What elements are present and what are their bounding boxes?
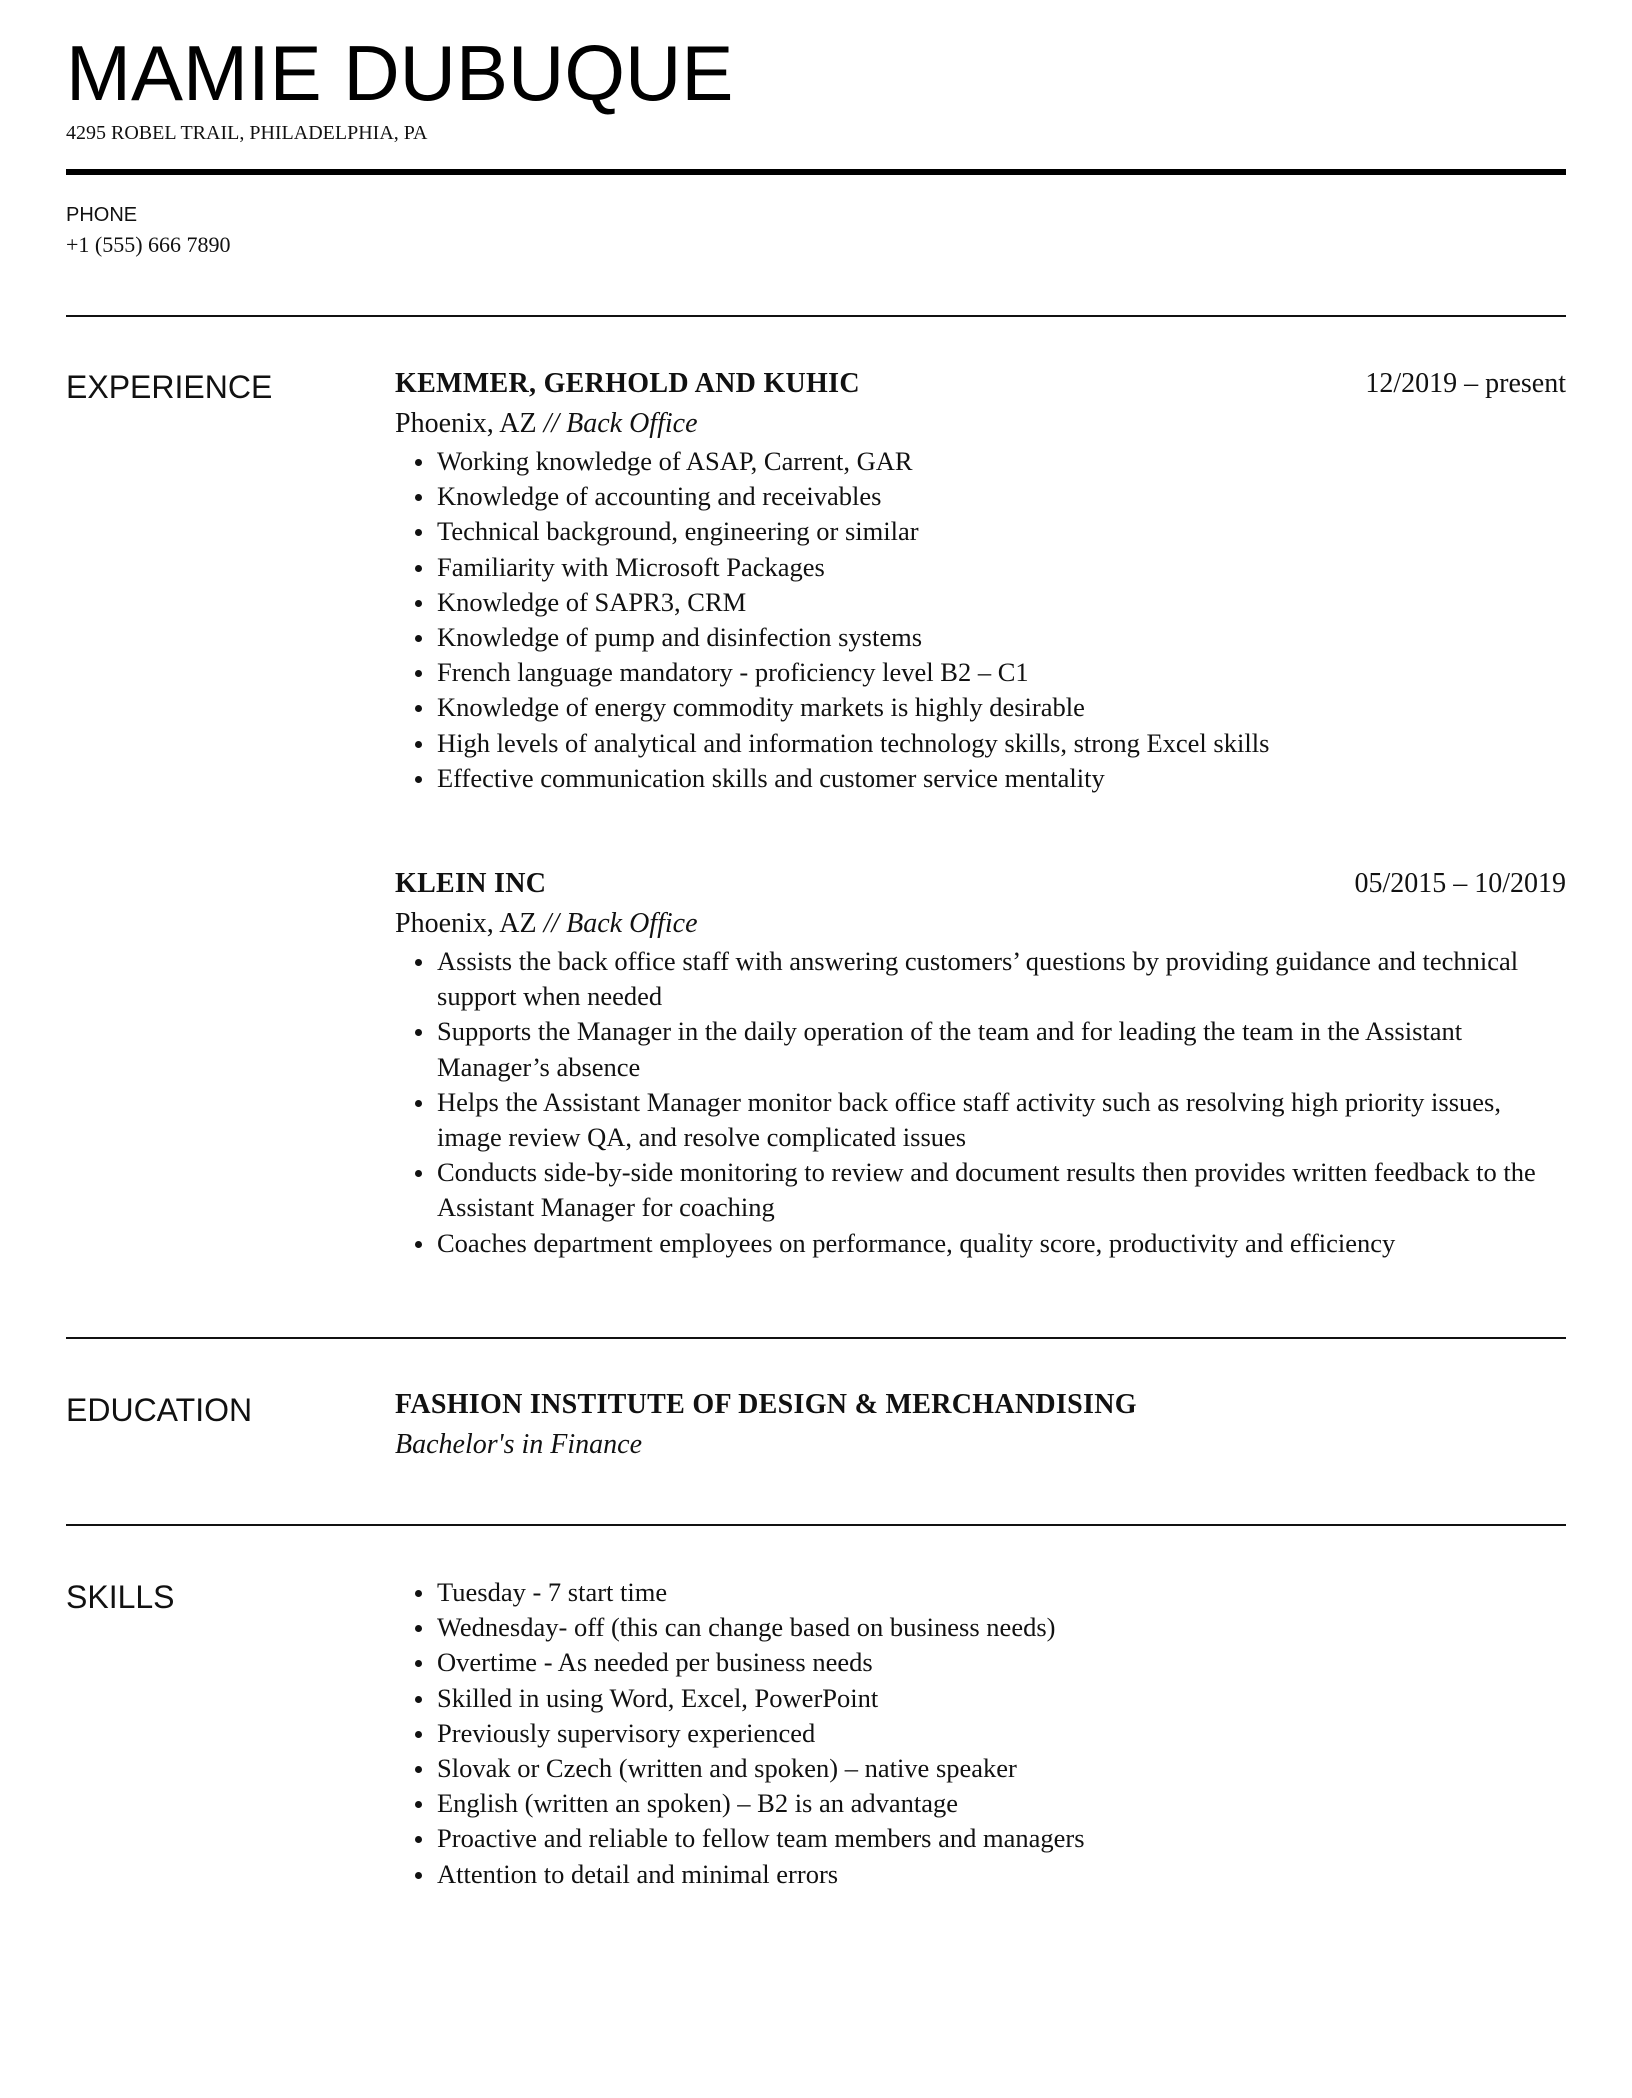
job-dates: 12/2019 – present xyxy=(1365,368,1566,399)
job-bullet: Working knowledge of ASAP, Carrent, GAR xyxy=(395,444,1566,479)
job-company: KEMMER, GERHOLD AND KUHIC xyxy=(395,368,860,399)
education-entry xyxy=(395,1385,1566,1465)
job-bullets xyxy=(395,444,1566,796)
contact-divider xyxy=(66,315,1566,317)
job-role: Back Office xyxy=(566,908,698,939)
job-bullet: High levels of analytical and information technology skills, strong Excel skills xyxy=(395,726,1566,761)
experience-divider xyxy=(66,1337,1566,1339)
skill-item: Previously supervisory experienced xyxy=(395,1716,1566,1751)
education-divider xyxy=(66,1524,1566,1526)
job-bullet: Familiarity with Microsoft Packages xyxy=(395,550,1566,585)
job-bullet: Helps the Assistant Manager monitor back office staff activity such as resolving high priority issues, image review QA, and resolve complicated issues xyxy=(395,1085,1566,1155)
job-separator: // xyxy=(543,908,560,939)
skill-item: Skilled in using Word, Excel, PowerPoint xyxy=(395,1681,1566,1716)
job-bullet: Knowledge of energy commodity markets is highly desirable xyxy=(395,690,1566,725)
job-location: Phoenix, AZ xyxy=(395,408,537,439)
skills-list xyxy=(395,1575,1566,1892)
job-bullet: Assists the back office staff with answering customers’ questions by providing guidance and technical support when needed xyxy=(395,944,1566,1014)
job-separator: // xyxy=(543,408,560,439)
skill-item: English (written an spoken) – B2 is an advantage xyxy=(395,1786,1566,1821)
job-entry xyxy=(395,364,1566,796)
skills-section-title: SKILLS xyxy=(66,1579,175,1615)
candidate-name: MAMIE DUBUQUE xyxy=(66,29,734,117)
phone-label: PHONE xyxy=(66,204,138,226)
job-bullet: Conducts side-by-side monitoring to review and document results then provides written feedback to the Assistant Manager for coaching xyxy=(395,1155,1566,1225)
phone-value: +1 (555) 666 7890 xyxy=(66,232,231,257)
job-bullet: Knowledge of pump and disinfection systems xyxy=(395,620,1566,655)
skill-item: Wednesday- off (this can change based on business needs) xyxy=(395,1610,1566,1645)
job-bullet: Technical background, engineering or similar xyxy=(395,514,1566,549)
job-entry xyxy=(395,864,1566,1261)
job-bullet: Supports the Manager in the daily operation of the team and for leading the team in the Assistant Manager’s absence xyxy=(395,1014,1566,1084)
header-divider xyxy=(66,169,1566,175)
job-bullets xyxy=(395,944,1566,1261)
skill-item: Proactive and reliable to fellow team members and managers xyxy=(395,1821,1566,1856)
job-bullet: Knowledge of SAPR3, CRM xyxy=(395,585,1566,620)
skills-entry xyxy=(395,1575,1566,1892)
job-bullet: Effective communication skills and customer service mentality xyxy=(395,761,1566,796)
job-bullet: French language mandatory - proficiency level B2 – C1 xyxy=(395,655,1566,690)
job-subline xyxy=(395,404,1566,444)
education-school: FASHION INSTITUTE OF DESIGN & MERCHANDISING xyxy=(395,1389,1137,1420)
job-dates: 05/2015 – 10/2019 xyxy=(1354,868,1566,899)
education-degree: Bachelor's in Finance xyxy=(395,1429,643,1460)
job-location: Phoenix, AZ xyxy=(395,908,537,939)
candidate-address: 4295 ROBEL TRAIL, PHILADELPHIA, PA xyxy=(66,122,428,144)
education-section-title: EDUCATION xyxy=(66,1392,253,1428)
job-header xyxy=(395,864,1566,904)
experience-section-title: EXPERIENCE xyxy=(66,369,273,405)
job-bullet: Knowledge of accounting and receivables xyxy=(395,479,1566,514)
job-header xyxy=(395,364,1566,404)
job-subline xyxy=(395,904,1566,944)
skill-item: Overtime - As needed per business needs xyxy=(395,1645,1566,1680)
skill-item: Attention to detail and minimal errors xyxy=(395,1857,1566,1892)
job-role: Back Office xyxy=(566,408,698,439)
job-bullet: Coaches department employees on performance, quality score, productivity and efficiency xyxy=(395,1226,1566,1261)
job-company: KLEIN INC xyxy=(395,868,547,899)
skill-item: Slovak or Czech (written and spoken) – native speaker xyxy=(395,1751,1566,1786)
skill-item: Tuesday - 7 start time xyxy=(395,1575,1566,1610)
